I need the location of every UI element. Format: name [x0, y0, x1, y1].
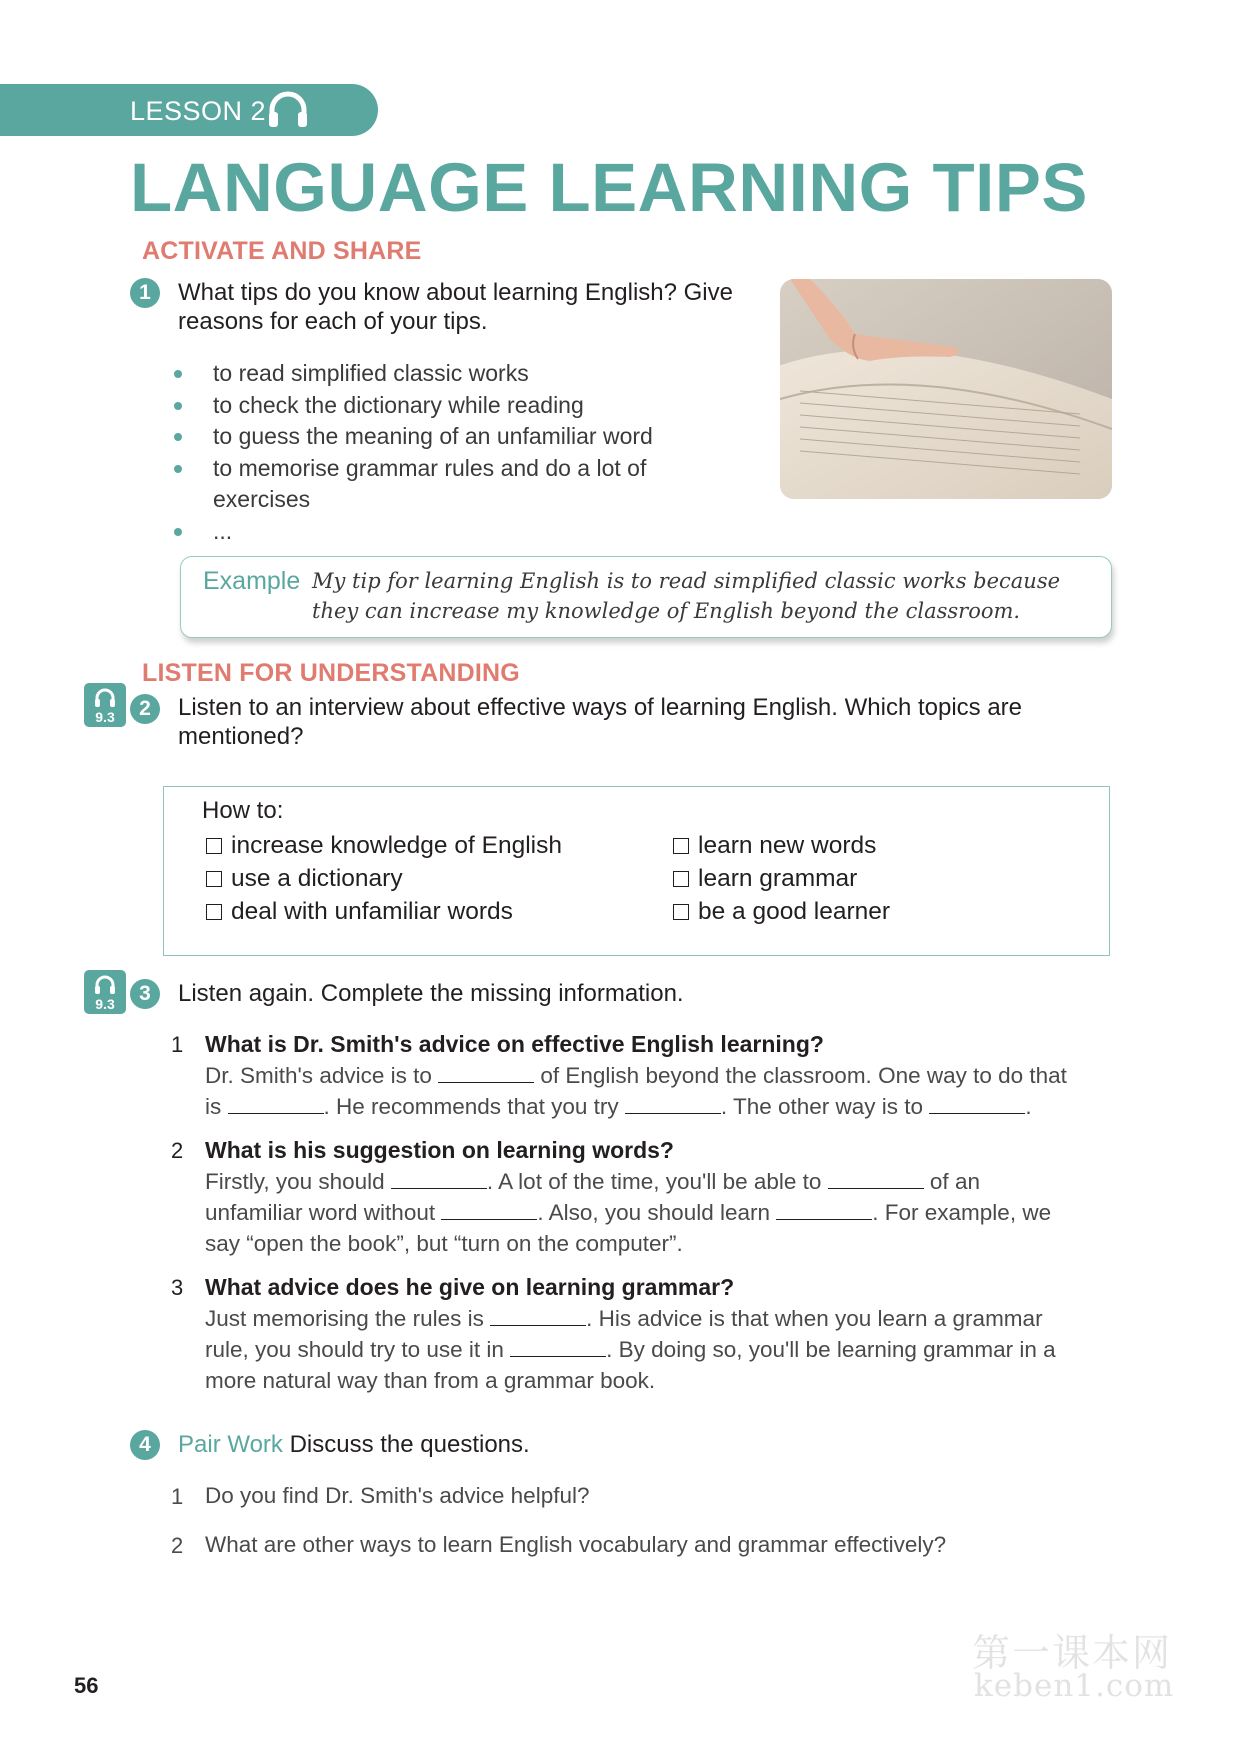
list-item: to guess the meaning of an unfamiliar word	[172, 421, 713, 453]
item-number: 1	[171, 1032, 184, 1057]
example-label: Example	[203, 567, 301, 595]
answer-blank[interactable]	[510, 1338, 606, 1357]
example-text: My tip for learning English is to read simplified classic works because they can increase my knowledge of English beyond the classroom.	[312, 569, 1061, 623]
bullet-icon	[174, 433, 182, 441]
exercise-2-question	[178, 693, 1022, 751]
checkbox[interactable]	[206, 838, 222, 854]
item-number: 3	[171, 1275, 184, 1300]
tips-list	[172, 358, 713, 547]
item-answer: Firstly, you should . A lot of the time, you'll be able to of an unfamiliar word without . Also, you should learn . For example, we say “open the book”, but “turn on the computer”.	[205, 1169, 1052, 1256]
checkbox[interactable]	[206, 871, 222, 887]
checkbox[interactable]	[673, 838, 689, 854]
answer-blank[interactable]	[391, 1170, 487, 1189]
list-item: to check the dictionary while reading	[172, 390, 713, 422]
dictionary-photo	[780, 279, 1112, 499]
item-answer: Dr. Smith's advice is to of English beyond the classroom. One way to do that is . He recommends that you try . The other way is to .	[205, 1063, 1067, 1119]
list-item: to read simplified classic works	[172, 358, 713, 390]
example-box	[180, 556, 1112, 638]
question-line: mentioned?	[178, 723, 304, 750]
bullet-icon	[174, 402, 182, 410]
answer-blank[interactable]	[438, 1064, 534, 1083]
discussion-number: 2	[171, 1533, 184, 1558]
topic-option[interactable]: learn new words	[673, 832, 876, 860]
topic-option[interactable]: increase knowledge of English	[206, 832, 562, 860]
headphones-icon	[266, 90, 310, 130]
pair-work-label: Pair Work	[178, 1431, 283, 1458]
bullet-icon	[174, 370, 182, 378]
topic-option[interactable]: use a dictionary	[206, 865, 403, 893]
bullet-icon	[174, 528, 182, 536]
answer-blank[interactable]	[776, 1201, 872, 1220]
page-number: 56	[74, 1673, 99, 1698]
topic-option[interactable]: be a good learner	[673, 898, 890, 926]
topic-option[interactable]: deal with unfamiliar words	[206, 898, 513, 926]
section-heading-listen: LISTEN FOR UNDERSTANDING	[142, 659, 520, 687]
checkbox[interactable]	[206, 904, 222, 920]
headphones-icon	[94, 687, 116, 709]
audio-track-badge[interactable]	[84, 970, 126, 1014]
answer-blank[interactable]	[828, 1170, 924, 1189]
answer-blank[interactable]	[929, 1095, 1025, 1114]
section-heading-activate: ACTIVATE AND SHARE	[142, 237, 422, 265]
answer-blank[interactable]	[228, 1095, 324, 1114]
list-item: ...	[172, 516, 713, 548]
bullet-icon	[174, 465, 182, 473]
watermark-chinese: 第一课本网	[972, 1631, 1173, 1675]
discussion-number: 1	[171, 1484, 184, 1509]
headphones-icon	[94, 974, 116, 996]
answer-blank[interactable]	[490, 1307, 586, 1326]
question-line: What tips do you know about learning English? Give	[178, 279, 733, 306]
audio-track-number: 9.3	[95, 709, 115, 725]
discussion-question: What are other ways to learn English vocabulary and grammar effectively?	[205, 1532, 947, 1557]
exercise-number-2: 2	[130, 694, 160, 724]
exercise-1-question	[178, 278, 733, 336]
checkbox[interactable]	[673, 871, 689, 887]
list-item: to memorise grammar rules and do a lot of exercises	[172, 453, 713, 516]
topic-option[interactable]: learn grammar	[673, 865, 857, 893]
item-question: What is his suggestion on learning words?	[205, 1137, 674, 1163]
exercise-number-3: 3	[130, 979, 160, 1009]
exercise-4-instruction: Pair Work Discuss the questions.	[178, 1431, 530, 1458]
page-title: LANGUAGE LEARNING TIPS	[130, 149, 1088, 226]
answer-blank[interactable]	[441, 1201, 537, 1220]
question-line: Listen to an interview about effective ways of learning English. Which topics are	[178, 694, 1023, 721]
how-to-label: How to:	[202, 797, 284, 824]
audio-track-badge[interactable]	[84, 683, 126, 727]
answer-blank[interactable]	[625, 1095, 721, 1114]
item-answer: Just memorising the rules is . His advice is that when you learn a grammar rule, you should try to use it in . By doing so, you'll be learning grammar in a more natural way than from a grammar book.	[205, 1306, 1056, 1393]
exercise-number-1: 1	[130, 278, 160, 308]
exercise-number-4: 4	[130, 1430, 160, 1460]
item-question: What advice does he give on learning grammar?	[205, 1274, 735, 1300]
watermark-url: keben1.com	[974, 1668, 1175, 1704]
discussion-question: Do you find Dr. Smith's advice helpful?	[205, 1483, 590, 1508]
item-number: 2	[171, 1138, 184, 1163]
question-line: reasons for each of your tips.	[178, 308, 488, 335]
item-question: What is Dr. Smith's advice on effective English learning?	[205, 1031, 824, 1057]
audio-track-number: 9.3	[95, 996, 115, 1012]
checkbox[interactable]	[673, 904, 689, 920]
exercise-3-question: Listen again. Complete the missing information.	[178, 980, 684, 1007]
topics-box	[163, 786, 1110, 956]
lesson-label: LESSON 2	[130, 96, 267, 126]
